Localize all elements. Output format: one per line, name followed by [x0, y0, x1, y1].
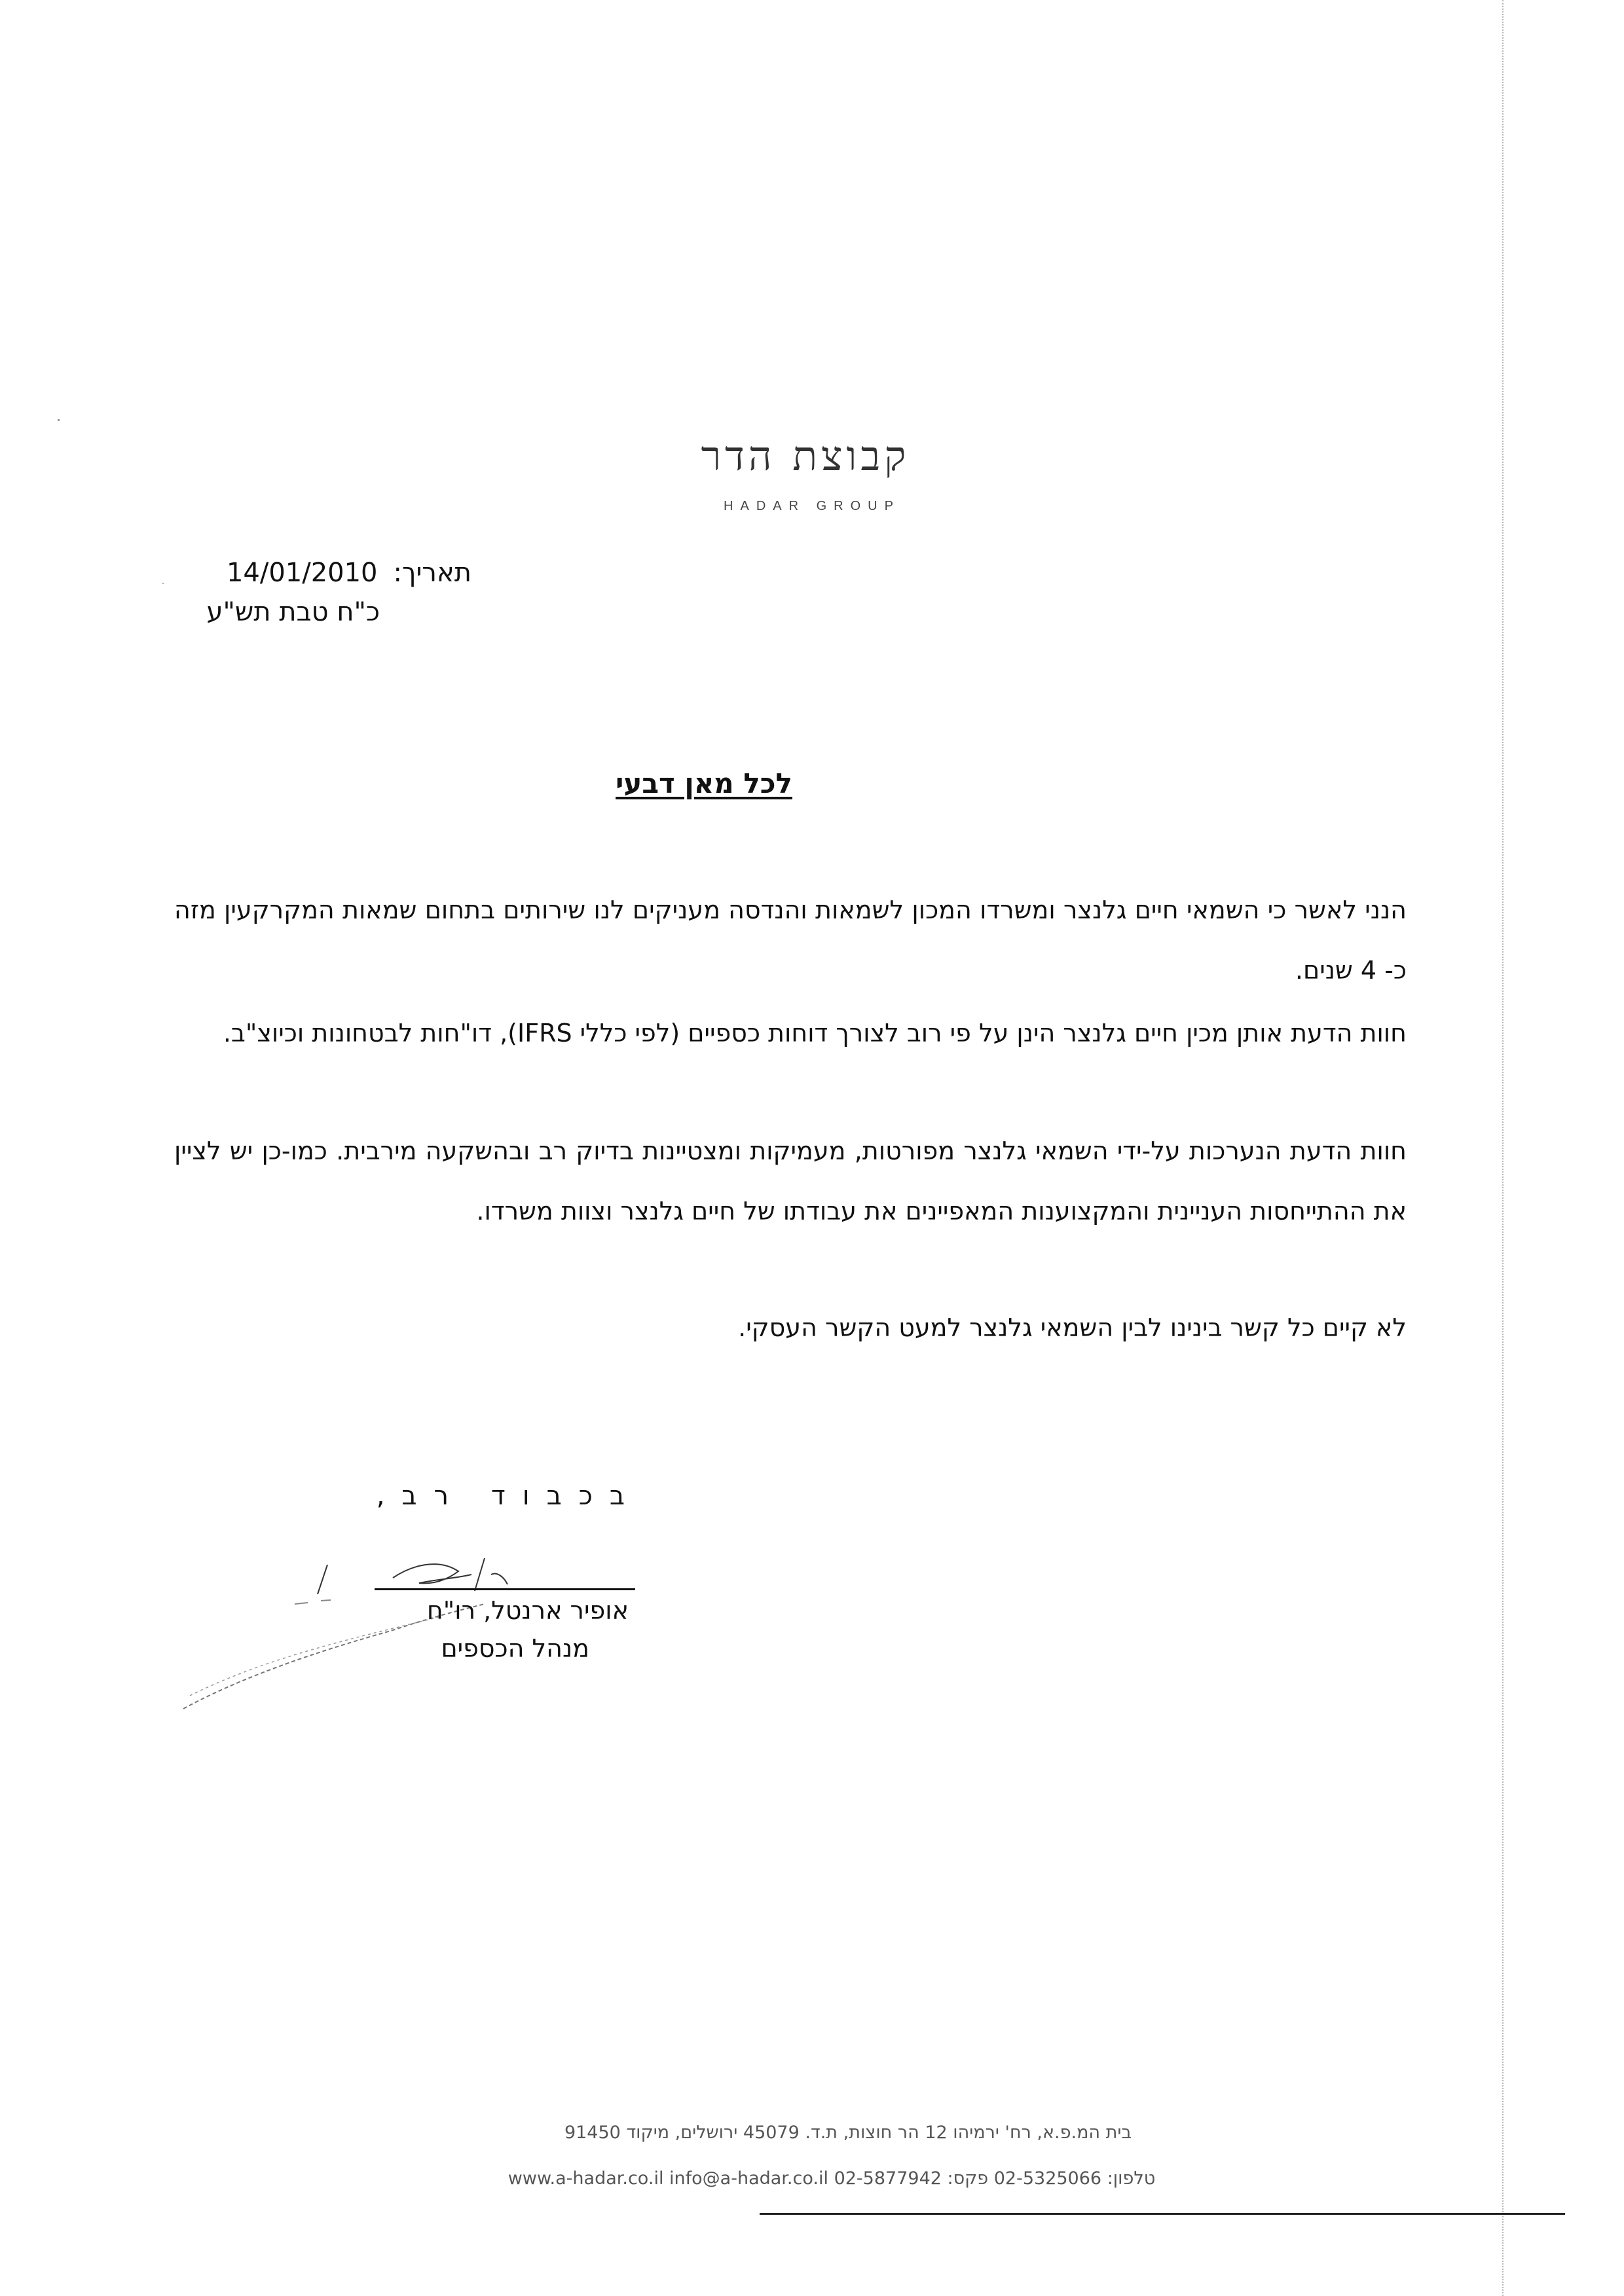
- date-label: תאריך:: [393, 558, 471, 588]
- closing-salutation: בכבוד רב,: [376, 1481, 642, 1511]
- date-gregorian: 14/01/2010: [226, 558, 378, 588]
- footer-contact: טלפון: 02-5325066 פקס: 02-5877942 www.a-hadar.co.il info@a-hadar.co.il: [507, 2168, 1156, 2189]
- signature-line: [375, 1588, 635, 1590]
- footer-divider: [760, 2213, 1565, 2215]
- scan-speck: [58, 419, 60, 421]
- body-paragraph: הנני לאשר כי השמאי חיים גלנצר ומשרדו המכון לשמאות והנדסה מעניקים לנו שירותים בתחום שמאות המקרקעין מזה כ- 4 שנים.: [174, 896, 1407, 985]
- letter-heading: לכל מאן דבעי: [616, 767, 792, 799]
- signer-title: מנהל הכספים: [441, 1634, 589, 1663]
- date-hebrew: כ"ח טבת תש"ע: [206, 597, 380, 627]
- body-paragraph: חוות הדעת אותן מכין חיים גלנצר הינן על פי רוב לצורך דוחות כספיים (לפי כללי IFRS), דו"חות לבטחונות וכיוצ"ב.: [223, 1019, 1407, 1048]
- date-row: [131, 558, 471, 588]
- body-paragraph: חוות הדעת הנערכות על-ידי השמאי גלנצר מפורטות, מעמיקות ומצטיינות בדיוק רב ובהשקעה מירבית. כמו-כן יש לציין את ההתייחסות העניינית והמקצוענות המאפיינים את עבודתו של חיים גלנצר וצוות משרדו.: [174, 1137, 1407, 1226]
- footer-address: בית המ.פ.א, רח' ירמיהו 12 הר חוצות, ת.ד. 45079 ירושלים, מיקוד 91450: [564, 2123, 1132, 2143]
- scan-edge-line: [1502, 0, 1504, 2296]
- body-paragraph: לא קיים כל קשר בינינו לבין השמאי גלנצר למעט הקשר העסקי.: [738, 1313, 1407, 1342]
- letterhead-logo-hebrew: קבוצת הדר: [701, 432, 910, 480]
- signer-name: אופיר ארנטל, רו"ח: [426, 1596, 629, 1625]
- letterhead-logo-english: HADAR GROUP: [724, 499, 900, 513]
